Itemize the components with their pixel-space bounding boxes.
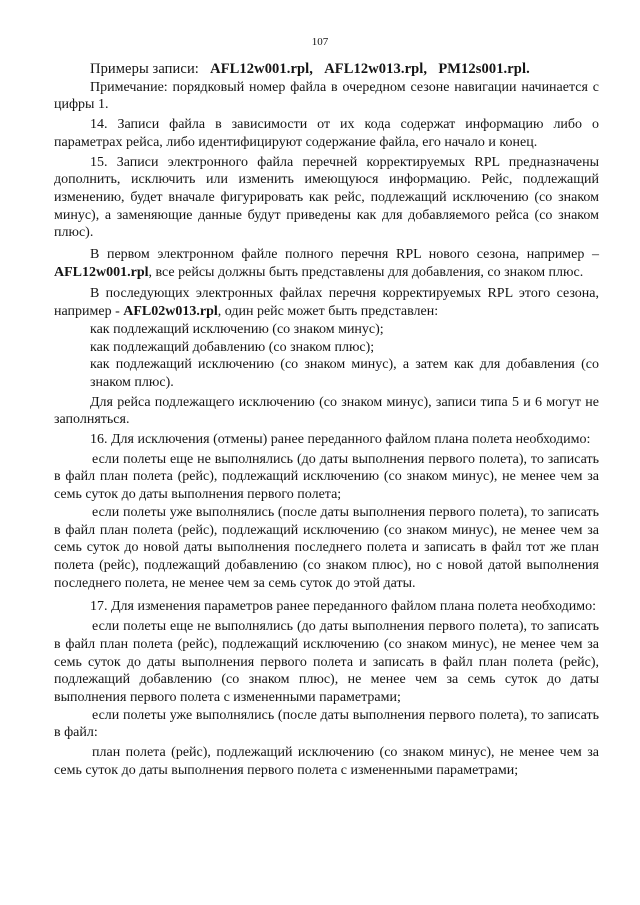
next-files-text-a: В последующих электронных файлах перечня корректируемых RPL этого сезона, например - (54, 286, 599, 320)
first-file-text-b: , все рейсы должны быть представлены для добавления, со знаком плюс. (148, 264, 584, 280)
example-file-3: PM12s001.rpl. (438, 61, 530, 77)
page-number: 107 (311, 36, 329, 48)
paragraph-16: 16. Для исключения (отмены) ранее переданного файлом плана полета необходимо: (90, 432, 591, 448)
paragraph-14: 14. Записи файла в зависимости от их кода содержат информацию либо о параметрах рейса, либо идентифицируют содержание файла, его начало и конец. (54, 117, 599, 150)
examples-label: Примеры записи: (90, 61, 199, 77)
first-file-text-a: В первом электронном файле полного перечня RPL нового сезона, например – (90, 247, 599, 263)
next-files-text-b: , один рейс может быть представлен: (217, 304, 439, 320)
next-files-paragraph (54, 285, 599, 320)
record-type-paragraph: Для рейса подлежащего исключению (со знаком минус), записи типа 5 и 6 могут не заполняться. (54, 394, 599, 428)
examples-line (54, 61, 599, 79)
next-file-name: AFL02w013.rpl (123, 304, 218, 320)
example-file-2: AFL12w013.rpl, (324, 61, 428, 77)
paragraph-17-case-b: если полеты уже выполнялись (после даты выполнения первого полета), то записать в файл: (54, 707, 599, 741)
first-file-paragraph (54, 246, 599, 281)
first-file-name: AFL12w001.rpl (54, 264, 149, 280)
note-paragraph: Примечание: порядковый номер файла в очередном сезоне навигации начинается с цифры 1. (54, 79, 599, 113)
list-item-add: как подлежащий добавлению (со знаком плюс); (90, 339, 375, 355)
paragraph-15: 15. Записи электронного файла перечней корректируемых RPL предназначены дополнить, исключить или изменить имеющуюся информацию. Рейс, подлежащий изменению, будет вначале фигурировать как рейс, подлежащий исключению (со знаком минус), а заменяющие данные будут приведены как для добавляемого рейса (со знаком плюс). (54, 154, 599, 241)
paragraph-17: 17. Для изменения параметров ранее переданного файлом плана полета необходимо: (90, 599, 596, 615)
document-body (54, 61, 599, 779)
list-item-exclude: как подлежащий исключению (со знаком минус); (90, 321, 384, 337)
example-file-1: AFL12w001.rpl, (210, 61, 314, 77)
paragraph-17-case-c: план полета (рейс), подлежащий исключению (со знаком минус), не менее чем за семь суток до даты выполнения первого полета с измененными параметрами; (54, 745, 599, 778)
paragraph-16-case-b: если полеты уже выполнялись (после даты выполнения первого полета), то записать в файл план полета (рейс), подлежащий исключению (со знаком минус), не менее чем за семь суток до новой даты выполнения последнего полета и записать в файл тот же план полета (рейс), подлежащий добавлению (со знаком плюс), но с новой датой выполнения последнего полета, не менее чем за семь суток до этой даты. (54, 504, 599, 591)
paragraph-16-case-a: если полеты еще не выполнялись (до даты выполнения первого полета), то записать в файл план полета (рейс), подлежащий исключению (со знаком минус), не менее чем за семь суток до даты выполнения первого полета; (54, 451, 599, 503)
list-item-exclude-then-add: как подлежащий исключению (со знаком минус), а затем как для добавления (со знаком плюс). (90, 357, 599, 390)
paragraph-17-case-a: если полеты еще не выполнялись (до даты выполнения первого полета), то записать в файл план полета (рейс), подлежащий исключению (со знаком минус), не менее чем за семь суток до даты выполнения первого полета и записать в файл план полета (рейс), подлежащий добавлению (со знаком плюс), не менее чем за семь суток до даты выполнения первого полета с измененными параметрами; (54, 619, 599, 705)
